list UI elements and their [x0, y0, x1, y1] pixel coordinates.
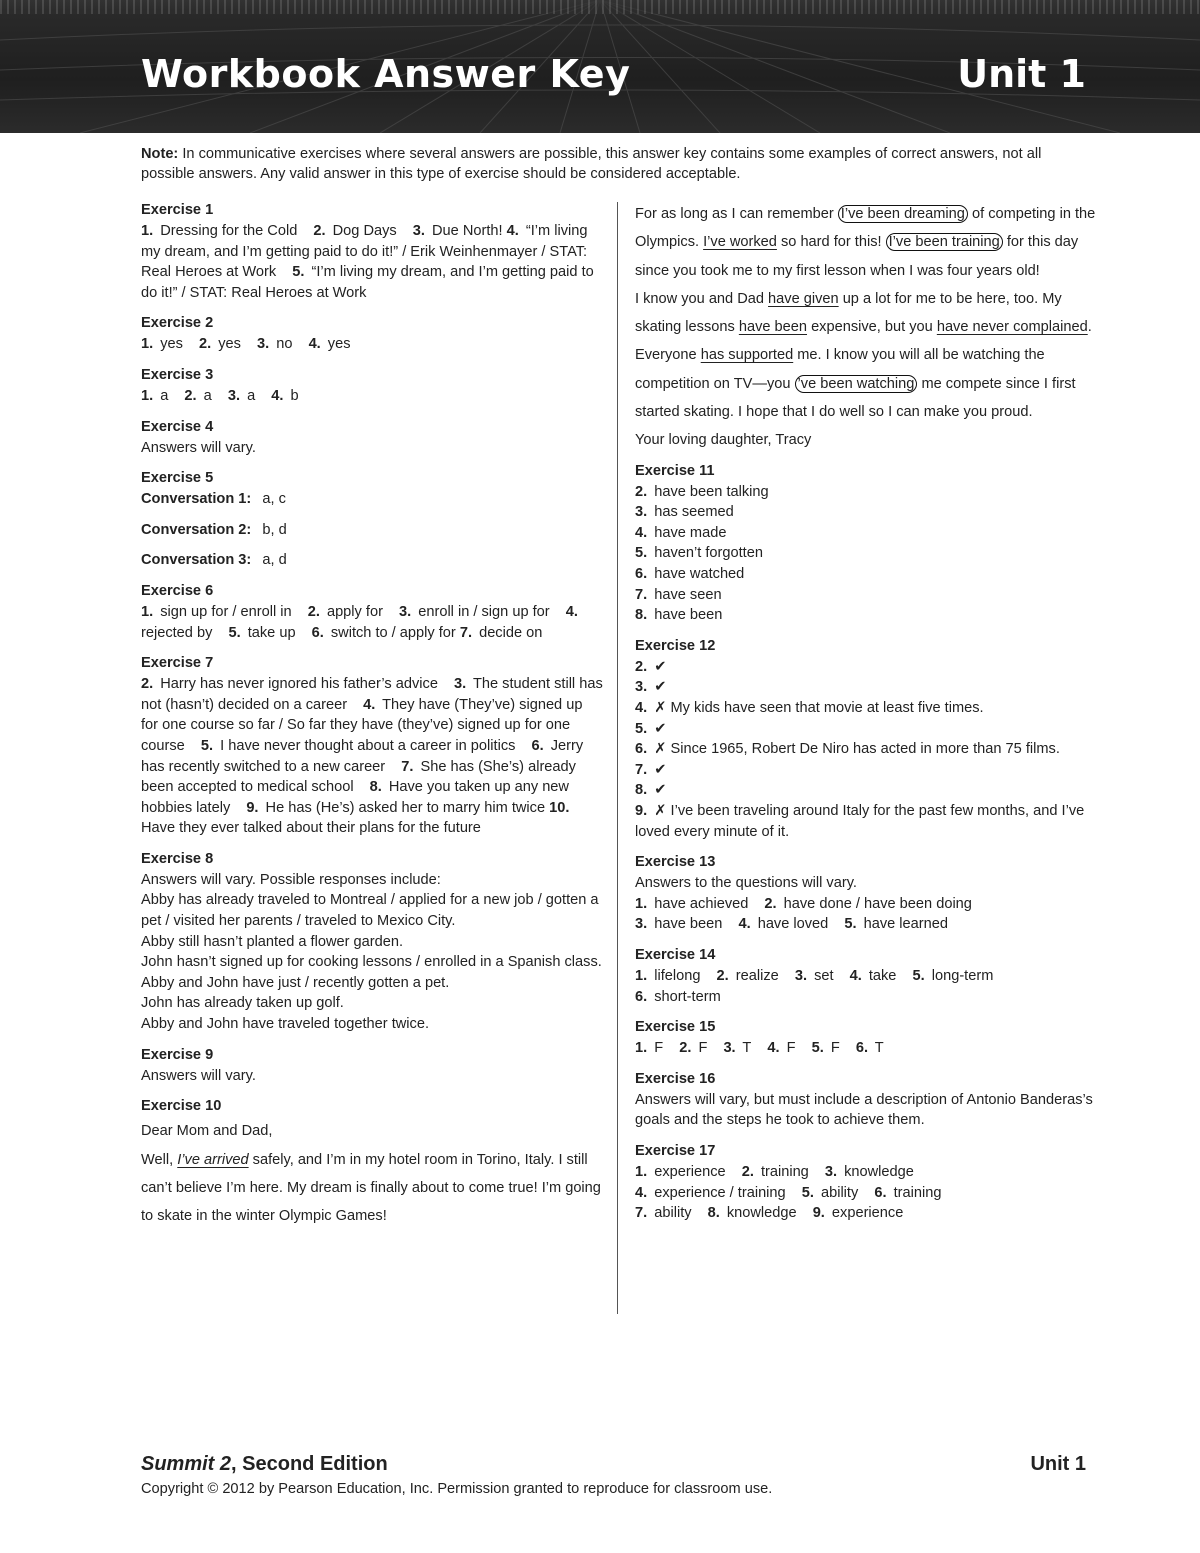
item-answer: ✔ [654, 658, 667, 675]
item-number: 4. [635, 700, 648, 717]
exercise-8 [141, 849, 603, 1035]
exercise-title: Exercise 9 [141, 1046, 214, 1063]
item-answer: F [698, 1040, 708, 1057]
item-number: 4. [565, 603, 578, 620]
item-answer: have been talking [654, 483, 769, 500]
item-number: 9. [246, 799, 259, 816]
item-answer: experience [654, 1163, 726, 1180]
item-answer: knowledge [844, 1163, 914, 1180]
item-answer: F [830, 1040, 840, 1057]
exercise-title: Exercise 13 [635, 854, 716, 871]
item-number: 5. [200, 737, 214, 754]
exercise-line: Abby and John have traveled together twice. [141, 1016, 430, 1033]
item-answer: a, d [262, 552, 287, 569]
item-number: 4. [635, 524, 648, 541]
item-number: 4. [506, 223, 519, 239]
item-number: 7. [635, 586, 648, 603]
letter-text: so hard for this! [776, 234, 886, 251]
item-number: 6. [311, 624, 324, 641]
item-number: 3. [635, 504, 648, 521]
item-number: 1. [141, 603, 154, 620]
right-column [635, 200, 1105, 1234]
exercise-title: Exercise 16 [635, 1070, 716, 1087]
item-number: 9. [812, 1205, 825, 1222]
item-answer: have seen [654, 586, 722, 603]
exercise-answers [635, 966, 1105, 1007]
exercise-title: Exercise 5 [141, 470, 214, 487]
header-banner [0, 0, 1200, 133]
item-number: 5. [635, 720, 648, 737]
exercise-title: Exercise 11 [635, 462, 715, 479]
item-answer: long-term [931, 967, 994, 984]
item-number: 2. [764, 895, 777, 912]
item-answer: experience / training [654, 1184, 786, 1201]
item-answer: Jerry has recently switched to a new career [141, 737, 584, 775]
footer-book-title [141, 1453, 388, 1476]
item-answer: no [276, 336, 293, 353]
item-answer: a [247, 387, 256, 404]
item-number: 7. [635, 1205, 648, 1222]
list-item [635, 523, 1105, 544]
conversation-label: Conversation 2: [141, 521, 252, 538]
list-item [635, 739, 1105, 760]
item-answer: ✔ [654, 782, 667, 799]
item-answer: lifelong [654, 967, 701, 984]
item-answer: take up [247, 624, 296, 641]
underlined-answer: I’ve arrived [177, 1151, 249, 1168]
item-number: 2. [679, 1040, 692, 1057]
item-answer: sign up for / enroll in [160, 603, 292, 620]
exercise-3 [141, 365, 603, 407]
exercise-10 [141, 1096, 603, 1230]
list-item [635, 677, 1105, 698]
exercise-title: Exercise 4 [141, 418, 214, 435]
item-number: 2. [635, 658, 648, 675]
letter-text: I know you and Dad [635, 290, 769, 307]
exercise-line: John hasn’t signed up for cooking lessons / enrolled in a Spanish class. [141, 954, 602, 971]
item-number: 10. [549, 799, 570, 816]
list-item [635, 585, 1105, 606]
exercise-text: Answers will vary. [141, 439, 256, 456]
letter-continued [635, 200, 1105, 455]
exercise-answers [141, 221, 603, 303]
exercise-2 [141, 313, 603, 355]
item-answer: rejected by [141, 624, 213, 641]
underlined-answer: have given [768, 290, 839, 307]
item-answer: switch to / apply for [330, 624, 456, 641]
item-number: 6. [635, 566, 648, 583]
item-number: 3. [454, 676, 467, 693]
letter-closing: Your loving daughter, Tracy [635, 432, 812, 449]
note-text: In communicative exercises where several answers are possible, this answer key contains some examples of correct answers, not all possible answers. Any valid answer in this type of exercise should be considered acceptable. [141, 146, 1042, 182]
underlined-answer: have been [738, 319, 808, 336]
item-number: 6. [531, 737, 544, 754]
header-unit: Unit 1 [957, 52, 1086, 96]
underlined-answer: have never complained [936, 319, 1088, 336]
item-number: 1. [141, 387, 154, 404]
item-number: 8. [707, 1205, 720, 1222]
letter-text: up a lot for me to be here, too. My skating lessons [635, 290, 1062, 336]
item-number: 5. [811, 1040, 824, 1057]
underlined-answer: I’ve worked [703, 234, 777, 251]
letter-text: safely, and I’m in my hotel room in Torino, Italy. I still can’t believe I’m here. My dream is finally about to come true! I’m going to skate in the winter Olympic Games! [141, 1151, 601, 1225]
exercise-title: Exercise 2 [141, 315, 214, 332]
exercise-title: Exercise 17 [635, 1142, 716, 1159]
item-number: 4. [308, 336, 321, 353]
item-answer: b, d [262, 521, 287, 538]
list-item [635, 760, 1105, 781]
conversation-label: Conversation 1: [141, 491, 252, 508]
item-answer: have been [654, 607, 723, 624]
item-number: 1. [635, 1040, 648, 1057]
item-answer: yes [327, 336, 351, 353]
item-number: 4. [767, 1040, 780, 1057]
list-item [635, 543, 1105, 564]
letter-text: For as long as I can remember [635, 206, 838, 222]
item-number: 2. [313, 223, 326, 239]
item-answer: T [742, 1040, 752, 1057]
footer-unit: Unit 1 [1030, 1453, 1086, 1475]
list-item [635, 482, 1105, 503]
item-number: 1. [635, 1163, 648, 1180]
item-answer: ability [820, 1184, 859, 1201]
letter-text: me. I know you will all be watching the competition on TV—you [635, 347, 1045, 392]
item-number: 5. [228, 624, 241, 641]
list-item [635, 564, 1105, 585]
item-number: 2. [741, 1163, 754, 1180]
item-number: 2. [184, 387, 197, 404]
item-answer: haven’t forgotten [654, 545, 763, 562]
exercise-text: Answers will vary, but must include a description of Antonio Banderas’s goals and the steps he took to achieve them. [635, 1091, 1093, 1129]
item-answer: training [760, 1163, 809, 1180]
item-answer: have been [654, 916, 723, 933]
item-answer: short-term [654, 988, 721, 1005]
item-number: 3. [794, 967, 808, 984]
item-answer: a [203, 387, 212, 404]
item-number: 5. [635, 545, 648, 562]
exercise-15 [635, 1017, 1105, 1059]
item-number: 3. [412, 223, 425, 239]
footer-book-name: Summit 2 [141, 1453, 232, 1475]
item-answer: ✗ My kids have seen that movie at least five times. [654, 700, 984, 717]
item-number: 5. [292, 264, 305, 281]
item-number: 7. [401, 758, 414, 775]
item-number: 2. [635, 483, 648, 500]
item-number: 5. [801, 1184, 814, 1201]
exercise-line: Abby still hasn’t planted a flower garden. [141, 933, 404, 950]
list-item [635, 502, 1105, 523]
exercise-answers [141, 334, 603, 355]
conversation-answer [141, 520, 603, 541]
item-number: 6. [855, 1040, 868, 1057]
letter-paragraph [635, 200, 1105, 285]
exercise-4 [141, 417, 603, 459]
item-answer: realize [735, 967, 779, 984]
item-answer: Dressing for the Cold [160, 223, 298, 239]
item-number: 6. [874, 1184, 887, 1201]
exercise-text: Answers to the questions will vary. [635, 875, 857, 892]
letter-text: expensive, but you [807, 319, 937, 336]
item-answer: F [786, 1040, 796, 1057]
exercise-answers [635, 894, 1105, 935]
item-number: 7. [635, 761, 648, 778]
exercise-1 [141, 200, 603, 303]
exercise-17 [635, 1141, 1105, 1224]
item-number: 4. [363, 696, 376, 713]
item-number: 2. [141, 676, 154, 693]
exercise-6 [141, 581, 603, 643]
item-number: 3. [227, 387, 241, 404]
item-number: 4. [738, 916, 751, 933]
exercise-line: Abby and John have just / recently gotten a pet. [141, 974, 450, 991]
item-number: 8. [635, 607, 648, 624]
exercise-13 [635, 852, 1105, 935]
footer-edition: , Second Edition [231, 1453, 388, 1475]
circled-answer: I’ve been dreaming [838, 205, 968, 223]
exercise-answers [141, 674, 603, 839]
item-number: 1. [141, 336, 154, 353]
conversation-answer [141, 489, 603, 510]
exercise-title: Exercise 14 [635, 946, 716, 963]
item-answer: b [290, 387, 299, 404]
item-answer: enroll in / sign up for [418, 603, 550, 620]
conversation-answer [141, 550, 603, 571]
exercise-16 [635, 1069, 1105, 1131]
item-number: 3. [635, 679, 648, 696]
item-answer: T [874, 1040, 884, 1057]
item-number: 3. [399, 603, 412, 620]
item-answer: decide on [479, 624, 543, 641]
item-number: 3. [723, 1040, 736, 1057]
item-answer: set [814, 967, 834, 984]
item-answer: apply for [326, 603, 383, 620]
list-item [635, 698, 1105, 719]
list-item [635, 605, 1105, 626]
item-answer: The student still has not (hasn’t) decided on a career [141, 676, 603, 713]
item-answer: ability [654, 1205, 692, 1222]
item-number: 1. [635, 895, 648, 912]
note-label: Note: [141, 146, 179, 162]
exercise-line: Answers will vary. Possible responses include: [141, 871, 441, 888]
item-answer: have loved [757, 916, 829, 933]
letter-greeting: Dear Mom and Dad, [141, 1123, 273, 1140]
item-number: 2. [199, 336, 212, 353]
item-number: 3. [824, 1163, 838, 1180]
item-number: 1. [141, 223, 154, 239]
letter-text: Well, [141, 1151, 178, 1168]
item-answer: She has (She’s) already been accepted to medical school [141, 758, 576, 796]
copyright-notice: Copyright © 2012 by Pearson Education, Inc. Permission granted to reproduce for classroom use. [141, 1481, 773, 1497]
list-item [635, 780, 1105, 801]
list-item [635, 657, 1105, 678]
item-answer: ✗ Since 1965, Robert De Niro has acted in more than 75 films. [654, 741, 1060, 758]
exercise-title: Exercise 10 [141, 1098, 222, 1115]
exercise-title: Exercise 3 [141, 366, 214, 383]
exercise-answers [141, 602, 603, 643]
item-answer: ✔ [654, 761, 667, 778]
circled-answer: I’ve been training [886, 233, 1003, 251]
item-answer: take [868, 967, 897, 984]
exercise-line: John has already taken up golf. [141, 995, 344, 1012]
item-number: 4. [849, 967, 862, 984]
item-number: 3. [257, 336, 270, 353]
column-divider [617, 202, 618, 1314]
item-answer: “I’m living my dream, and I’m getting paid to do it!” / STAT: Real Heroes at Work [141, 264, 594, 301]
exercise-12 [635, 636, 1105, 842]
item-answer: He has (He’s) asked her to marry him twice [265, 799, 546, 816]
exercise-title: Exercise 12 [635, 637, 716, 654]
item-number: 7. [459, 624, 473, 641]
item-answer: experience [831, 1205, 904, 1222]
item-answer: Dog Days [332, 223, 397, 239]
item-number: 6. [635, 741, 648, 758]
exercise-title: Exercise 15 [635, 1019, 716, 1036]
letter-text: for this day since you took me to my first lesson when I was four years old! [635, 234, 1079, 279]
exercise-11 [635, 461, 1105, 626]
item-number: 4. [271, 387, 284, 404]
exercise-5 [141, 468, 603, 571]
item-answer: Have they ever talked about their plans for the future [141, 820, 481, 837]
item-answer: yes [160, 336, 183, 353]
list-item [635, 719, 1105, 740]
exercise-9 [141, 1045, 603, 1087]
item-answer: have achieved [654, 895, 749, 912]
letter-text: me compete since I first started skating. I hope that I do well so I can make you proud. [635, 375, 1076, 421]
exercise-line: Abby has already traveled to Montreal / applied for a new job / gotten a pet / visited her parents / traveled to Mexico City. [141, 892, 599, 930]
letter-paragraph [635, 285, 1105, 426]
letter-paragraph [141, 1146, 603, 1231]
underlined-answer: has supported [700, 347, 794, 364]
exercise-title: Exercise 1 [141, 202, 214, 218]
item-answer: have learned [863, 916, 948, 933]
item-number: 2. [307, 603, 320, 620]
exercise-answers [635, 1038, 1105, 1059]
item-number: 5. [912, 967, 925, 984]
item-answer: Due North! [432, 223, 503, 239]
item-number: 4. [635, 1184, 648, 1201]
item-answer: yes [218, 336, 241, 353]
exercise-text: Answers will vary. [141, 1067, 256, 1084]
page-title: Workbook Answer Key [141, 52, 631, 96]
item-answer: a, c [262, 491, 286, 508]
left-column [141, 200, 603, 1240]
circled-answer: ’ve been watching [795, 375, 918, 393]
list-item [635, 801, 1105, 842]
item-answer: ✔ [654, 720, 667, 737]
item-answer: Harry has never ignored his father’s advice [160, 676, 438, 693]
item-answer: I have never thought about a career in politics [220, 737, 516, 754]
conversation-label: Conversation 3: [141, 552, 252, 569]
banner-stripe [0, 0, 1200, 14]
item-answer: have made [654, 524, 727, 541]
item-number: 8. [369, 779, 382, 796]
letter-start [141, 1117, 603, 1230]
exercise-title: Exercise 8 [141, 850, 214, 867]
item-answer: knowledge [726, 1205, 797, 1222]
item-answer: “I’m living my dream, and I’m getting paid to do it!” / Erik Weinhenmayer / STAT: Real Heroes at Work [141, 223, 588, 281]
item-answer: Have you taken up any new hobbies lately [141, 779, 569, 816]
item-number: 5. [844, 916, 857, 933]
item-answer: training [893, 1184, 942, 1201]
item-number: 3. [635, 916, 648, 933]
exercise-answers [635, 1162, 1105, 1224]
item-answer: a [160, 387, 169, 404]
item-answer: They have (They’ve) signed up for one course so far / So far they have (they’ve) signed up for one course [141, 696, 583, 754]
item-number: 1. [635, 967, 648, 984]
item-number: 6. [635, 988, 648, 1005]
item-number: 8. [635, 782, 648, 799]
item-answer: have watched [654, 566, 745, 583]
item-answer: ✗ I’ve been traveling around Italy for the past few months, and I’ve loved every minute of it. [635, 802, 1085, 840]
exercise-title: Exercise 7 [141, 655, 214, 672]
item-answer: F [654, 1040, 664, 1057]
item-answer: has seemed [654, 504, 734, 521]
exercise-title: Exercise 6 [141, 582, 214, 599]
item-number: 9. [635, 802, 648, 819]
letter-text: of competing in the Olympics. [635, 206, 1096, 251]
letter-text: . Everyone [635, 319, 1092, 364]
exercise-14 [635, 945, 1105, 1007]
exercise-7 [141, 653, 603, 839]
item-number: 2. [716, 967, 729, 984]
note [141, 144, 1096, 184]
item-answer: have done / have been doing [783, 895, 972, 912]
exercise-answers [141, 386, 603, 407]
item-answer: ✔ [654, 679, 667, 696]
